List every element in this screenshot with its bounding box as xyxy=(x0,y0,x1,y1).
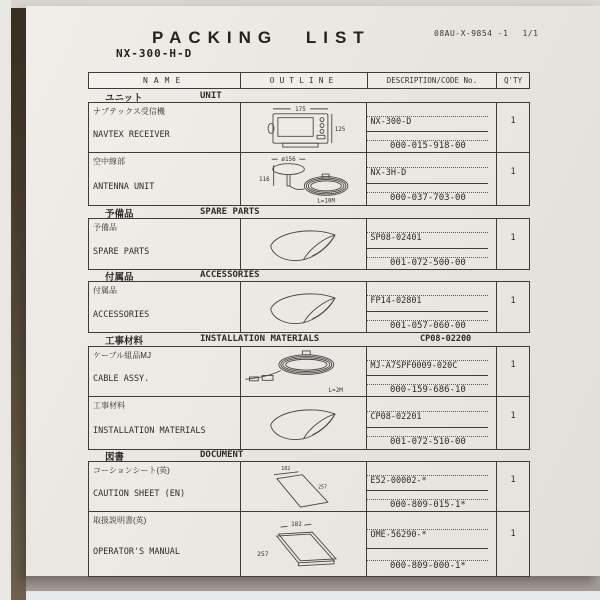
stock-code: 000-037-703-00 xyxy=(389,193,466,204)
stock-code: 001-072-500-00 xyxy=(389,257,466,268)
item-name-jp: 工事材料 xyxy=(93,401,125,410)
section-cp-code: CP08-02200 xyxy=(420,334,472,344)
table-row-spare-parts xyxy=(89,219,529,269)
name-cell xyxy=(89,282,241,332)
item-name-jp: ケーブル組品MJ xyxy=(93,351,151,360)
item-name-en: SPARE PARTS xyxy=(93,246,150,257)
table-row-navtex-receiver xyxy=(89,103,529,153)
table-row-operators-manual xyxy=(89,512,529,576)
name-cell xyxy=(89,103,241,152)
stock-code: 001-057-060-00 xyxy=(389,320,466,331)
table-row-caution-sheet xyxy=(89,462,529,512)
type-code: NX-300-D xyxy=(370,116,412,127)
antenna-outline-drawing xyxy=(241,153,367,205)
section-label-jp: 図書 xyxy=(105,452,125,463)
qty-value: 1 xyxy=(510,360,516,371)
description-cell xyxy=(367,462,497,511)
svg-text:257: 257 xyxy=(317,484,327,491)
item-name-jp: 予備品 xyxy=(93,223,117,232)
qty-value: 1 xyxy=(510,411,516,422)
outline-cell xyxy=(241,512,368,576)
name-cell xyxy=(89,512,241,576)
description-cell xyxy=(367,103,497,152)
qty-value: 1 xyxy=(510,167,516,178)
type-code: NX-3H-D xyxy=(370,167,407,178)
section-body-document xyxy=(88,461,530,577)
solid-rule xyxy=(367,548,488,549)
stock-code: 001-072-510-00 xyxy=(389,437,466,448)
outline-cell xyxy=(241,103,368,152)
name-cell xyxy=(89,347,241,396)
qty-value: 1 xyxy=(510,295,516,306)
description-cell xyxy=(367,282,497,332)
svg-text:L=2M: L=2M xyxy=(328,388,343,395)
qty-value: 1 xyxy=(510,529,516,540)
svg-text:116: 116 xyxy=(258,175,270,183)
section-label-jp: 予備品 xyxy=(105,209,134,220)
section-label-en: ACCESSORIES xyxy=(200,270,260,280)
page-title: PACKING LIST xyxy=(152,28,371,47)
type-code: CP08-02201 xyxy=(370,411,422,422)
section-label-en: INSTALLATION MATERIALS xyxy=(200,334,320,344)
outline-cell xyxy=(241,347,368,396)
item-name-en: NAVTEX RECEIVER xyxy=(93,129,170,140)
solid-rule xyxy=(367,490,488,491)
document-number xyxy=(434,29,538,38)
section-label-en: SPARE PARTS xyxy=(200,207,260,217)
table-row-installation-materials xyxy=(89,397,529,449)
type-code: MJ-A7SPF0009-020C xyxy=(370,360,458,371)
description-cell xyxy=(367,153,497,205)
column-header-name: NAME xyxy=(89,73,241,88)
binding-shadow-bar xyxy=(11,8,26,600)
qty-cell xyxy=(497,282,529,332)
svg-text:182: 182 xyxy=(280,465,290,472)
name-cell xyxy=(89,219,241,269)
qty-cell xyxy=(497,103,529,152)
column-header-outline: OUTLINE xyxy=(241,73,367,88)
bag-outline-drawing xyxy=(241,219,367,269)
item-name-en: CABLE ASSY. xyxy=(93,373,150,384)
section-body-spare-parts xyxy=(88,218,530,270)
model-number: NX-300-H-D xyxy=(116,47,193,60)
manual-outline-drawing xyxy=(241,512,367,576)
name-cell xyxy=(89,397,241,449)
sheet-outline-drawing xyxy=(241,462,367,511)
page-indicator: 1/1 xyxy=(522,29,539,38)
svg-text:125: 125 xyxy=(334,126,346,133)
bag-outline-drawing xyxy=(241,397,367,449)
page-edge-underneath xyxy=(0,0,11,600)
svg-text:L=10M: L=10M xyxy=(316,197,335,205)
item-name-en: CAUTION SHEET (EN) xyxy=(93,488,186,499)
qty-cell xyxy=(497,219,529,269)
solid-rule xyxy=(367,427,488,428)
table-row-accessories xyxy=(89,282,529,332)
outline-cell xyxy=(241,462,368,511)
section-body-unit xyxy=(88,102,530,206)
description-cell xyxy=(367,512,497,576)
packing-list-page xyxy=(26,6,600,576)
qty-cell xyxy=(497,153,529,205)
column-header-qty: Q'TY xyxy=(504,76,523,85)
section-label-jp: ユニット xyxy=(105,93,143,104)
receiver-outline-drawing xyxy=(241,103,367,152)
stock-code: 000-809-015-1* xyxy=(389,499,466,510)
qty-cell xyxy=(497,397,529,449)
description-cell xyxy=(367,219,497,269)
type-code: FP14-02801 xyxy=(370,296,422,306)
item-name-jp: コーションシート(英) xyxy=(93,466,170,475)
section-body-accessories xyxy=(88,281,530,333)
column-header-description: DESCRIPTION/CODE No. xyxy=(368,73,497,88)
description-cell xyxy=(367,347,497,396)
item-name-jp: 付属品 xyxy=(93,286,117,295)
type-code: E52-00002-* xyxy=(370,475,427,486)
svg-text:182: 182 xyxy=(290,521,302,529)
name-cell xyxy=(89,153,241,205)
section-body-installation-materials xyxy=(88,346,530,450)
solid-rule xyxy=(367,248,488,249)
section-label-en: UNIT xyxy=(200,91,222,101)
item-name-en: ACCESSORIES xyxy=(93,309,150,320)
item-name-jp: 取扱説明書(英) xyxy=(93,516,147,525)
outline-cell xyxy=(241,219,368,269)
qty-value: 1 xyxy=(510,232,516,243)
solid-rule xyxy=(367,131,488,132)
stock-code: 000-809-000-1* xyxy=(389,561,466,572)
background-bottom-strip xyxy=(26,591,600,600)
section-label-jp: 工事材料 xyxy=(105,336,144,347)
qty-value: 1 xyxy=(510,116,516,127)
item-name-en: OPERATOR'S MANUAL xyxy=(93,547,180,558)
svg-text:175: 175 xyxy=(294,106,306,113)
table-row-antenna-unit xyxy=(89,153,529,205)
stock-code: 000-159-686-10 xyxy=(389,384,466,395)
item-name-en: INSTALLATION MATERIALS xyxy=(93,425,206,436)
section-label-installation-materials xyxy=(26,333,600,346)
table-header-row xyxy=(88,72,530,89)
solid-rule xyxy=(367,375,488,376)
solid-rule xyxy=(367,183,488,184)
qty-cell xyxy=(497,347,529,396)
section-label-jp: 付属品 xyxy=(105,272,134,283)
outline-cell xyxy=(241,397,368,449)
doc-code: 08AU-X-9854 -1 xyxy=(434,29,509,38)
bag-outline-drawing xyxy=(241,282,367,332)
solid-rule xyxy=(367,311,488,312)
stock-code: 000-015-918-00 xyxy=(389,140,466,151)
cable-outline-drawing xyxy=(241,347,367,396)
type-code: SP08-02401 xyxy=(370,233,422,243)
qty-cell xyxy=(497,462,529,511)
qty-cell xyxy=(497,512,529,576)
description-cell xyxy=(367,397,497,449)
qty-value: 1 xyxy=(510,475,516,486)
name-cell xyxy=(89,462,241,511)
item-name-jp: 空中線部 xyxy=(93,157,125,166)
outline-cell xyxy=(241,282,368,332)
table-row-cable-assy xyxy=(89,347,529,397)
item-name-en: ANTENNA UNIT xyxy=(93,181,155,192)
item-name-jp: ナブテックス受信機 xyxy=(93,107,165,116)
type-code: OME-56290-* xyxy=(370,529,427,540)
outline-cell xyxy=(241,153,368,205)
section-label-en: DOCUMENT xyxy=(200,450,244,460)
svg-text:ø156: ø156 xyxy=(281,156,296,164)
svg-text:257: 257 xyxy=(256,549,269,558)
